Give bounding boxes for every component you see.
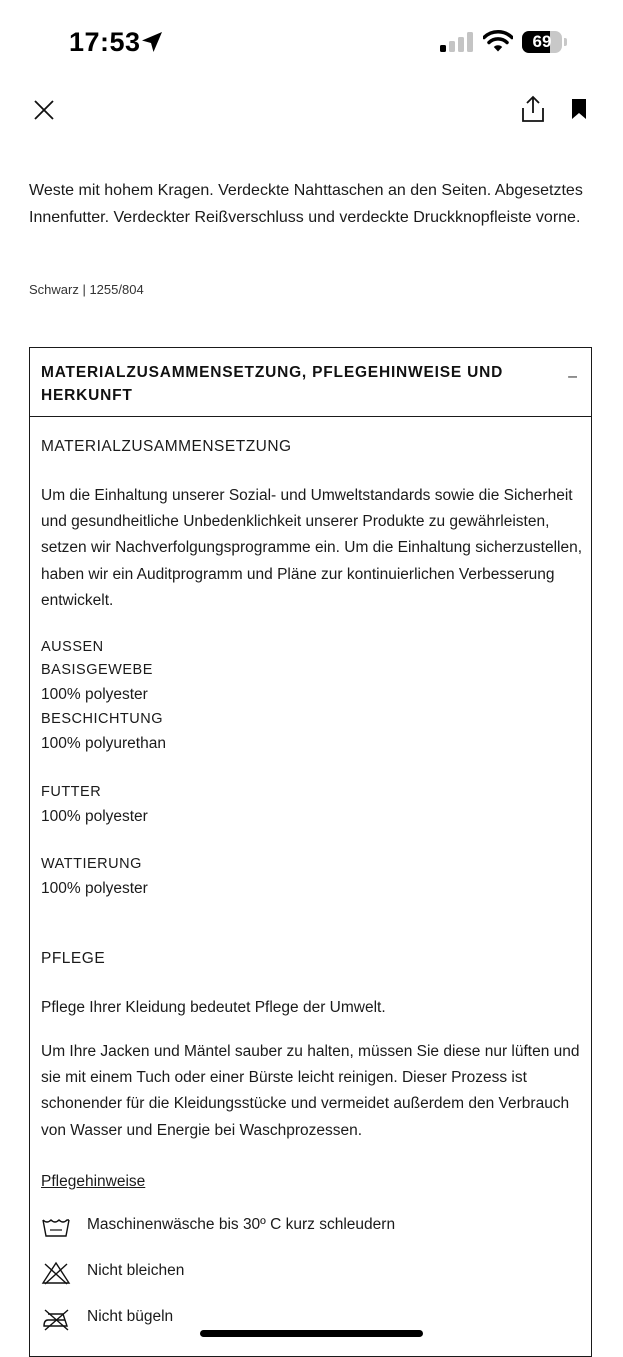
care-label-bleach: Nicht bleichen <box>87 1262 185 1279</box>
cellular-signal-icon <box>440 32 474 52</box>
base-fabric-label: BASISGEWEBE <box>41 662 153 678</box>
care-row-iron <box>41 1306 581 1332</box>
battery-cap <box>564 38 567 46</box>
composition-care-accordion <box>29 347 592 1357</box>
no-iron-icon <box>41 1306 71 1332</box>
care-line-2: Um Ihre Jacken und Mäntel sauber zu halten, müssen Sie diese nur lüften und sie mit einem Tuch oder einer Bürste leicht reinigen. Dieser Prozess ist schonender für die Kleidungsstücke und vermeidet außerdem den Verbrauch von Wasser und Energie bei Waschprozessen. <box>41 1043 580 1139</box>
padding-label: WATTIERUNG <box>41 856 142 872</box>
status-time: 17:53 <box>69 27 141 57</box>
base-fabric-value: 100% polyester <box>41 686 148 703</box>
share-icon <box>520 95 546 123</box>
material-heading: MATERIALZUSAMMENSETZUNG <box>41 438 292 455</box>
coating-label: BESCHICHTUNG <box>41 711 164 727</box>
home-indicator[interactable] <box>200 1330 423 1337</box>
lining-label: FUTTER <box>41 784 102 800</box>
wash-30-icon <box>41 1214 71 1240</box>
no-bleach-icon <box>41 1260 71 1286</box>
material-intro: Um die Einhaltung unserer Sozial- und Umweltstandards sowie die Sicherheit und gesundheitliche Unbedenklichkeit unserer Produkte zu gewährleisten, setzen wir Nachverfolgungsprogramme ein. Um die Einhaltung sicherzustellen, haben wir ein Auditprogramm und Pläne zur kontinuierlichen Verbesserung entwickelt. <box>41 487 583 609</box>
bookmark-button[interactable] <box>566 94 592 124</box>
accordion-title: MATERIALZUSAMMENSETZUNG, PFLEGEHINWEISE UND HERKUNFT <box>41 364 504 404</box>
care-label-iron: Nicht bügeln <box>87 1308 174 1325</box>
collapse-icon[interactable]: – <box>568 368 577 385</box>
share-button[interactable] <box>516 92 550 126</box>
status-bar <box>0 0 623 80</box>
bookmark-icon <box>571 98 587 120</box>
care-line-1: Pflege Ihrer Kleidung bedeutet Pflege der Umwelt. <box>41 999 386 1016</box>
product-description: Weste mit hohem Kragen. Verdeckte Nahttaschen an den Seiten. Abgesetztes Innenfutter. Verdeckter Reißverschluss und verdeckte Druckknopfleiste vorne. <box>29 182 583 226</box>
accordion-header[interactable] <box>30 348 591 417</box>
care-instructions-link[interactable]: Pflegehinweise <box>41 1173 146 1190</box>
padding-value: 100% polyester <box>41 880 148 897</box>
close-icon <box>33 99 55 121</box>
wifi-icon <box>483 30 513 52</box>
care-row-wash <box>41 1214 581 1240</box>
outer-label: AUSSEN <box>41 639 104 655</box>
location-arrow-icon <box>140 30 164 54</box>
battery-percent: 69 <box>532 32 552 51</box>
coating-value: 100% polyurethan <box>41 735 166 752</box>
care-label-wash: Maschinenwäsche bis 30º C kurz schleudern <box>87 1216 396 1233</box>
care-row-bleach <box>41 1260 581 1286</box>
close-button[interactable] <box>28 94 60 126</box>
color-reference: Schwarz | 1255/804 <box>29 282 144 297</box>
care-heading: PFLEGE <box>41 950 106 967</box>
lining-value: 100% polyester <box>41 808 148 825</box>
battery-indicator <box>522 31 562 53</box>
